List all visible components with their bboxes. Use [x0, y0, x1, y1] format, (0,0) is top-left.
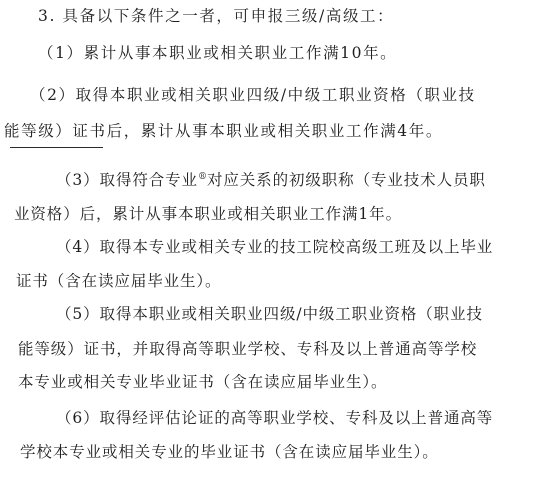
item-5-line-3: 本专业或相关专业毕业证书（含在读应届毕业生）。 — [18, 373, 388, 391]
section-heading: 3. 具备以下条件之一者，可申报三级/高级工： — [38, 7, 395, 25]
item-5-line-2: 能等级）证书，并取得高等职业学校、专科及以上普通高等学校 — [18, 340, 478, 358]
item-4-line-1: （4）取得本专业或相关专业的技工院校高级工班及以上毕业 — [56, 238, 494, 256]
item-6-line-2: 学校本专业或相关专业的毕业证书（含在读应届毕业生）。 — [20, 443, 439, 461]
item-3-text-after: 对应关系的初级职称（专业技术人员职 — [206, 171, 486, 189]
item-3-text-before: （3）取得符合专业 — [56, 171, 198, 189]
item-4-line-2: 证书（含在读应届毕业生）。 — [16, 272, 222, 290]
item-2-line-2: 能等级）证书后，累计从事本职业或相关职业工作满4年。 — [4, 122, 443, 140]
item-3-line-1 — [56, 170, 486, 190]
registered-mark: ® — [197, 171, 207, 182]
underline-mark — [10, 147, 103, 148]
item-3-line-2: 业资格）后，累计从事本职业或相关职业工作满1年。 — [14, 205, 402, 223]
item-6-line-1: （6）取得经评估论证的高等职业学校、专科及以上普通高等 — [56, 409, 494, 427]
item-1-line-1: （1）累计从事本职业或相关职业工作满10年。 — [38, 44, 398, 62]
item-5-line-1: （5）取得本职业或相关职业四级/中级工职业资格（职业技 — [56, 305, 483, 323]
item-2-line-1: （2）取得本职业或相关职业四级/中级工职业资格（职业技 — [30, 86, 476, 104]
